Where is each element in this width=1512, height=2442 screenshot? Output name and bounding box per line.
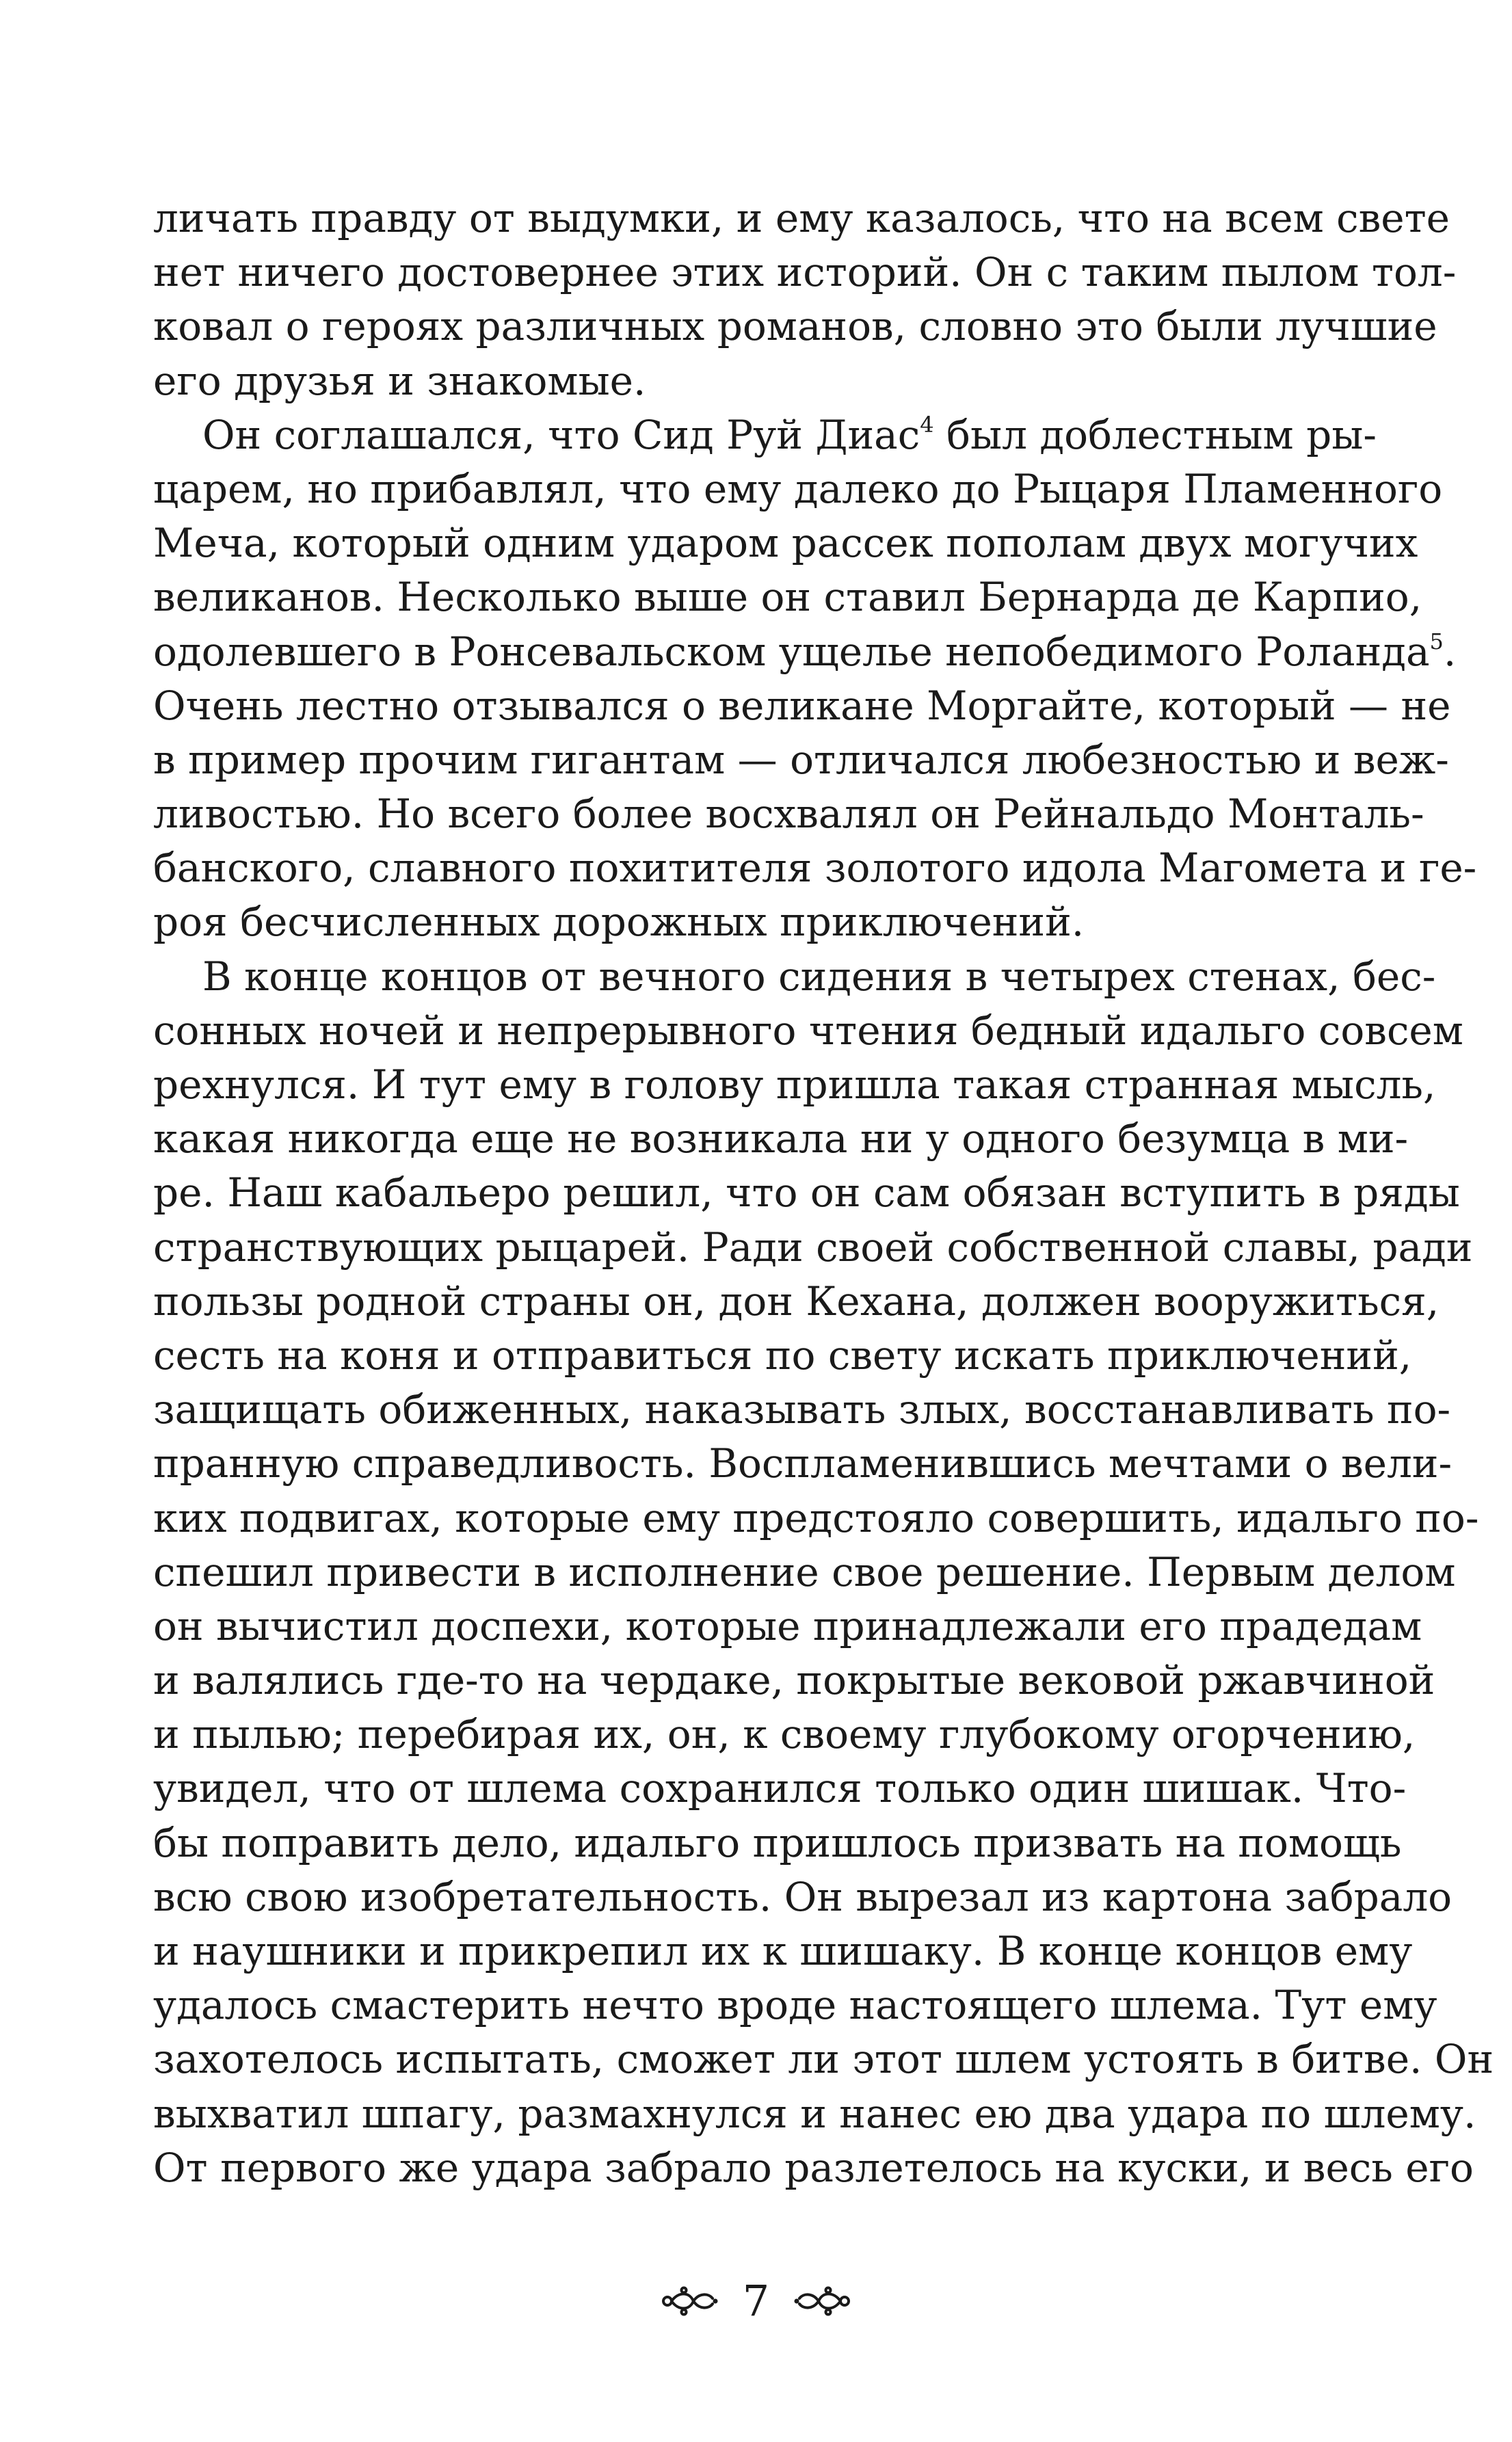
text-segment: был доблестным ры- bbox=[933, 411, 1377, 458]
text-line: Очень лестно отзывался о великане Моргайте, который — не bbox=[153, 682, 1451, 729]
text-segment: . bbox=[1443, 628, 1457, 675]
text-line: личать правду от выдумки, и ему казалось, что на всем свете bbox=[153, 195, 1450, 241]
footnote-mark: 4 bbox=[920, 411, 934, 438]
text-line: спешил привести в исполнение свое решение. Первым делом bbox=[153, 1548, 1456, 1595]
text-line: удалось смастерить нечто вроде настоящего шлема. Тут ему bbox=[153, 1982, 1437, 2029]
text-line: роя бесчисленных дорожных приключений. bbox=[153, 899, 1085, 946]
text-line: ре. Наш кабальеро решил, что он сам обязан вступить в ряды bbox=[153, 1169, 1460, 1217]
body-text bbox=[153, 191, 1494, 2195]
text-line: его друзья и знакомые. bbox=[153, 357, 646, 404]
text-line: в пример прочим гигантам — отличался любезностью и веж- bbox=[153, 736, 1449, 783]
text-line: рехнулся. И тут ему в голову пришла такая странная мысль, bbox=[153, 1061, 1436, 1108]
text-line: банского, славного похитителя золотого идола Магомета и ге- bbox=[153, 845, 1477, 892]
text-line: сесть на коня и отправиться по свету искать приключений, bbox=[153, 1331, 1412, 1379]
text-line: всю свою изобретательность. Он вырезал из картона забрало bbox=[153, 1873, 1453, 1920]
text-segment: Он соглашался, что Сид Руй Диас bbox=[202, 411, 920, 458]
text-line: Меча, который одним ударом рассек пополам двух могучих bbox=[153, 520, 1418, 567]
footnote-mark: 5 bbox=[1429, 628, 1444, 654]
text-line: великанов. Несколько выше он ставил Бернарда де Карпио, bbox=[153, 574, 1422, 621]
text-line bbox=[153, 408, 1377, 462]
text-line: странствующих рыцарей. Ради своей собственной славы, ради bbox=[153, 1223, 1473, 1271]
page-number: 7 bbox=[742, 2276, 770, 2326]
text-line: и пылью; перебирая их, он, к своему глубокому огорчению, bbox=[153, 1711, 1416, 1758]
text-line: и наушники и прикрепил их к шишаку. В конце концов ему bbox=[153, 1928, 1413, 1974]
page-footer bbox=[0, 2277, 1512, 2325]
text-line: захотелось испытать, сможет ли этот шлем устоять в битве. Он bbox=[153, 2036, 1494, 2083]
text-line: сонных ночей и непрерывного чтения бедный идальго совсем bbox=[153, 1007, 1463, 1054]
text-line: ких подвигах, которые ему предстояло совершить, идальго по- bbox=[153, 1494, 1479, 1541]
text-line: какая никогда еще не возникала ни у одного безумца в ми- bbox=[153, 1115, 1409, 1163]
text-line: В конце концов от вечного сидения в четырех стенах, бес- bbox=[202, 953, 1436, 1000]
text-line: нет ничего достовернее этих историй. Он с таким пылом тол- bbox=[153, 249, 1457, 296]
text-line: выхватил шпагу, размахнулся и нанес ею два удара по шлему. bbox=[153, 2090, 1476, 2137]
text-line: он вычистил доспехи, которые принадлежали его прадедам bbox=[153, 1602, 1422, 1649]
text-segment: одолевшего в Ронсевальском ущелье непобедимого Роланда bbox=[153, 628, 1430, 675]
text-line: бы поправить дело, идальго пришлось призвать на помощь bbox=[153, 1819, 1402, 1866]
text-line: ковал о героях различных романов, словно это были лучшие bbox=[153, 303, 1437, 350]
text-line: пользы родной страны он, дон Кехана, должен вооружиться, bbox=[153, 1277, 1440, 1325]
text-line bbox=[153, 625, 1457, 679]
left-ornament-icon bbox=[654, 2283, 719, 2319]
text-line: защищать обиженных, наказывать злых, восстанавливать по- bbox=[153, 1386, 1451, 1433]
text-line: От первого же удара забрало разлетелось на куски, и весь его bbox=[153, 2144, 1474, 2191]
text-line: увидел, что от шлема сохранился только один шишак. Что- bbox=[153, 1765, 1407, 1812]
right-ornament-icon bbox=[793, 2283, 858, 2319]
text-line: царем, но прибавлял, что ему далеко до Рыцаря Пламенного bbox=[153, 465, 1443, 512]
text-line: и валялись где-то на чердаке, покрытые вековой ржавчиной bbox=[153, 1657, 1435, 1704]
text-line: пранную справедливость. Воспламенившись мечтами о вели- bbox=[153, 1440, 1453, 1487]
text-line: ливостью. Но всего более восхвалял он Рейнальдо Монталь- bbox=[153, 791, 1424, 838]
